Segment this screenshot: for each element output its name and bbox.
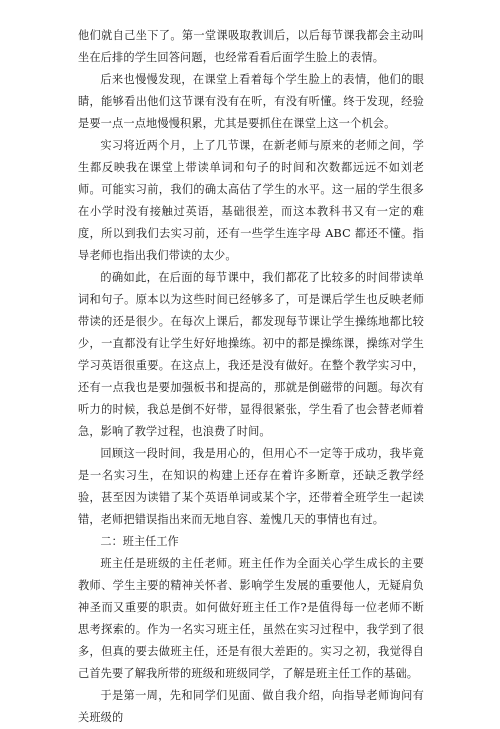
- paragraph-7: 于是第一周，先和同学们见面、做自我介绍，向指导老师询问有关班级的: [78, 689, 424, 724]
- paragraph-5: 回顾这一段时间，我是用心的，但用心不一定等于成功，我毕竟是一名实习生，在知识的构建上还存在着许多断章，还缺乏教学经验，甚至因为读错了某个英语单词或某个字，还带着全班学生一起读错，老师把错误指出来而无地自容、羞愧几天的事情也有过。: [78, 447, 424, 526]
- section-heading: 二：班主任工作: [100, 535, 179, 548]
- paragraph-1: 他们就自己坐下了。第一堂课吸取教训后，以后每节课我都会主动叫坐在后排的学生回答问题，也经常看看后面学生脸上的表情。: [78, 29, 424, 64]
- paragraph-4: 的确如此，在后面的每节课中，我们都花了比较多的时间带读单词和句子。原本以为这些时间已经够多了，可是课后学生也反映老师带读的还是很少。在每次上课后，都发现每节课让学生操练地都比较少，一直都没有让学生好好地操练。初中的都是操练课，操练对学生学习英语很重要。在这点上，我还是没有做好。在整个教学实习中，还有一点我也是要加强板书和提高的，那就是倒磁带的问题。每次有听力的时候，我总是倒不好带，显得很紧张，学生看了也会替老师着急，影响了教学过程，也浪费了时间。: [78, 271, 424, 438]
- paragraph-2: 后来也慢慢发现，在课堂上看着每个学生脸上的表情，他们的眼睛，能够看出他们这节课有没有在听，有没有听懂。终于发现，经验是要一点一点地慢慢积累，尤其是要抓住在课堂上这一个机会。: [78, 73, 424, 130]
- paragraph-6: 班主任是班级的主任老师。班主任作为全面关心学生成长的主要教师、学生主要的精神关怀者、影响学生发展的重要他人，无疑肩负神圣而又重要的职责。如何做好班主任工作?是值得每一位老师不断思考探索的。作为一名实习班主任，虽然在实习过程中，我学到了很多，但真的要去做班主任，还是有很大差距的。实习之初，我觉得自己首先要了解我所带的班级和班级同学，了解是班主任工作的基础。: [78, 557, 424, 680]
- document-page: [78, 25, 424, 729]
- paragraph-3: 实习将近两个月，上了几节课，在新老师与原来的老师之间，学生都反映我在课堂上带读单词和句子的时间和次数都远远不如刘老师。可能实习前，我们的确太高估了学生的水平。这一届的学生很多在小学时没有接触过英语，基础很差，而这本教科书又有一定的难度，所以到我们去实习前，还有一些学生连字母 ABC 都还不懂。指导老师也指出我们带读的太少。: [78, 139, 424, 262]
